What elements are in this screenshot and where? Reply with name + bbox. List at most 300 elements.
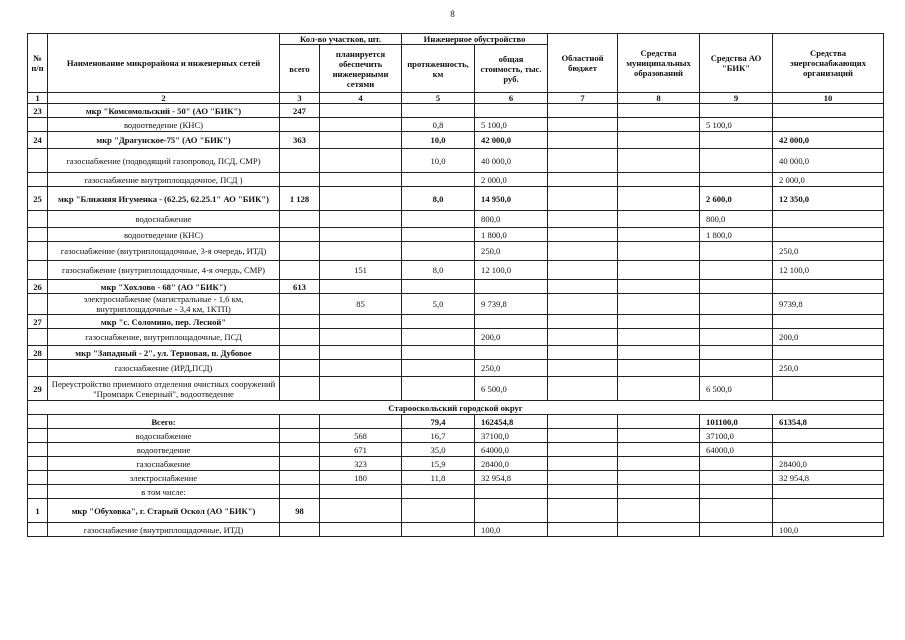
cell-total — [280, 485, 320, 499]
cell-municipal — [618, 360, 700, 377]
cell-regional — [548, 523, 618, 537]
row-name: мкр "Драгунское-75" (АО "БИК") — [48, 132, 280, 149]
cell-municipal — [618, 132, 700, 149]
cell-energy — [773, 315, 884, 329]
cell-energy — [773, 228, 884, 242]
cell-length — [402, 242, 475, 261]
cell-cost: 250,0 — [475, 242, 548, 261]
column-number: 4 — [320, 93, 402, 104]
cell-total — [280, 377, 320, 401]
row-number — [28, 329, 48, 346]
row-number — [28, 294, 48, 315]
row-number — [28, 173, 48, 187]
cell-regional — [548, 242, 618, 261]
cell-length: 8,0 — [402, 187, 475, 211]
cell-planned — [320, 315, 402, 329]
row-number — [28, 360, 48, 377]
row-name: Всего: — [48, 415, 280, 429]
table-row — [28, 173, 884, 187]
cell-municipal — [618, 261, 700, 280]
cell-cost — [475, 485, 548, 499]
cell-cost: 250,0 — [475, 360, 548, 377]
row-number — [28, 242, 48, 261]
row-name: газоснабжение — [48, 457, 280, 471]
row-name: газоснабжение (внутриплощадочные, 4-я очердь, СМР) — [48, 261, 280, 280]
cell-energy — [773, 118, 884, 132]
cell-energy — [773, 104, 884, 118]
cell-bik: 1 800,0 — [700, 228, 773, 242]
cell-municipal — [618, 228, 700, 242]
cell-energy: 200,0 — [773, 329, 884, 346]
cell-bik: 64000,0 — [700, 443, 773, 457]
cell-municipal — [618, 471, 700, 485]
cell-total — [280, 360, 320, 377]
cell-energy — [773, 429, 884, 443]
cell-cost: 9 739,8 — [475, 294, 548, 315]
column-number: 5 — [402, 93, 475, 104]
cell-regional — [548, 261, 618, 280]
cell-planned — [320, 485, 402, 499]
row-name: газоснабжение, внутриплощадочные, ПСД — [48, 329, 280, 346]
cell-total — [280, 415, 320, 429]
cell-planned — [320, 377, 402, 401]
cell-regional — [548, 499, 618, 523]
row-name: мкр "Западный - 2", ул. Терновая, п. Дубовое — [48, 346, 280, 360]
cell-total — [280, 443, 320, 457]
column-number: 9 — [700, 93, 773, 104]
row-number: 28 — [28, 346, 48, 360]
cell-total — [280, 242, 320, 261]
cell-cost: 800,0 — [475, 211, 548, 228]
cell-cost: 162454,8 — [475, 415, 548, 429]
cell-total: 247 — [280, 104, 320, 118]
row-name: мкр "с. Соломино, пер. Лесной" — [48, 315, 280, 329]
cell-length — [402, 315, 475, 329]
header-length: протяженность, км — [402, 45, 475, 93]
cell-total — [280, 173, 320, 187]
cell-regional — [548, 471, 618, 485]
row-number: 26 — [28, 280, 48, 294]
cell-planned — [320, 211, 402, 228]
cell-regional — [548, 228, 618, 242]
cell-regional — [548, 415, 618, 429]
table-row — [28, 211, 884, 228]
cell-regional — [548, 187, 618, 211]
cell-planned — [320, 104, 402, 118]
cell-municipal — [618, 149, 700, 173]
cell-municipal — [618, 280, 700, 294]
row-number — [28, 415, 48, 429]
row-number — [28, 443, 48, 457]
cell-energy: 12 350,0 — [773, 187, 884, 211]
cell-regional — [548, 173, 618, 187]
cell-total — [280, 294, 320, 315]
cell-energy: 12 100,0 — [773, 261, 884, 280]
cell-cost — [475, 499, 548, 523]
table-row — [28, 457, 884, 471]
table-row — [28, 149, 884, 173]
cell-planned — [320, 132, 402, 149]
cell-municipal — [618, 187, 700, 211]
row-number: 23 — [28, 104, 48, 118]
column-number: 6 — [475, 93, 548, 104]
row-number: 24 — [28, 132, 48, 149]
table-row — [28, 523, 884, 537]
row-name: в том числе: — [48, 485, 280, 499]
cell-regional — [548, 132, 618, 149]
cell-length — [402, 377, 475, 401]
column-number: 2 — [48, 93, 280, 104]
cell-energy: 2 000,0 — [773, 173, 884, 187]
cell-bik: 6 500,0 — [700, 377, 773, 401]
cell-regional — [548, 429, 618, 443]
cell-total — [280, 118, 320, 132]
table-row — [28, 242, 884, 261]
cell-planned — [320, 329, 402, 346]
cell-total — [280, 346, 320, 360]
table-row — [28, 228, 884, 242]
cell-energy — [773, 211, 884, 228]
row-number — [28, 118, 48, 132]
cell-cost: 42 000,0 — [475, 132, 548, 149]
header-name: Наименование микрорайона и инженерных сетей — [48, 34, 280, 93]
row-number: 29 — [28, 377, 48, 401]
cell-regional — [548, 329, 618, 346]
cell-regional — [548, 360, 618, 377]
header-cost: общая стоимость, тыс. руб. — [475, 45, 548, 93]
cell-bik — [700, 485, 773, 499]
cell-planned: 85 — [320, 294, 402, 315]
cell-bik — [700, 132, 773, 149]
cell-regional — [548, 346, 618, 360]
cell-municipal — [618, 329, 700, 346]
table-row — [28, 443, 884, 457]
row-name: газоснабжение (ИРД,ПСД) — [48, 360, 280, 377]
cell-cost: 12 100,0 — [475, 261, 548, 280]
column-number: 8 — [618, 93, 700, 104]
cell-bik — [700, 294, 773, 315]
cell-bik — [700, 471, 773, 485]
cell-municipal — [618, 443, 700, 457]
table-row — [28, 485, 884, 499]
cell-bik — [700, 149, 773, 173]
cell-cost: 14 950,0 — [475, 187, 548, 211]
cell-energy — [773, 499, 884, 523]
cell-cost: 5 100,0 — [475, 118, 548, 132]
cell-energy: 28400,0 — [773, 457, 884, 471]
cell-municipal — [618, 118, 700, 132]
column-number: 3 — [280, 93, 320, 104]
cell-cost — [475, 346, 548, 360]
cell-planned — [320, 499, 402, 523]
cell-municipal — [618, 242, 700, 261]
header-group-infra: Инженерное обустройство — [402, 34, 548, 45]
cell-cost: 37100,0 — [475, 429, 548, 443]
cell-cost: 28400,0 — [475, 457, 548, 471]
row-name: мкр "Хохлово - 68" (АО "БИК") — [48, 280, 280, 294]
cell-planned — [320, 346, 402, 360]
cell-length: 11,8 — [402, 471, 475, 485]
cell-planned — [320, 118, 402, 132]
cell-cost: 100,0 — [475, 523, 548, 537]
cell-total — [280, 329, 320, 346]
header-group-plots: Кол-во участков, шт. — [280, 34, 402, 45]
cell-length — [402, 346, 475, 360]
cell-bik — [700, 346, 773, 360]
cell-total — [280, 228, 320, 242]
row-number: 25 — [28, 187, 48, 211]
row-name: водоснабжение — [48, 211, 280, 228]
table-row — [28, 280, 884, 294]
cell-planned — [320, 242, 402, 261]
cell-energy — [773, 280, 884, 294]
row-name: газоснабжение (подводящий газопровод, ПСД, СМР) — [48, 149, 280, 173]
cell-total: 1 128 — [280, 187, 320, 211]
cell-cost — [475, 280, 548, 294]
table-row — [28, 471, 884, 485]
header-planned: планируется обеспечить инженерными сетями — [320, 45, 402, 93]
cell-energy: 250,0 — [773, 242, 884, 261]
cell-bik: 5 100,0 — [700, 118, 773, 132]
cell-municipal — [618, 415, 700, 429]
cell-energy: 61354,8 — [773, 415, 884, 429]
cell-total — [280, 211, 320, 228]
cell-length — [402, 280, 475, 294]
cell-length — [402, 228, 475, 242]
row-number: 27 — [28, 315, 48, 329]
table-row — [28, 499, 884, 523]
row-number — [28, 211, 48, 228]
cell-cost — [475, 104, 548, 118]
row-name: водоотведение (КНС) — [48, 118, 280, 132]
cell-cost: 32 954,8 — [475, 471, 548, 485]
cell-regional — [548, 377, 618, 401]
table-row — [28, 360, 884, 377]
header-total: всего — [280, 45, 320, 93]
cell-length — [402, 485, 475, 499]
cell-total — [280, 457, 320, 471]
cell-energy: 100,0 — [773, 523, 884, 537]
row-number — [28, 429, 48, 443]
cell-length: 10,0 — [402, 149, 475, 173]
cell-regional — [548, 211, 618, 228]
cell-municipal — [618, 523, 700, 537]
cell-bik — [700, 523, 773, 537]
cell-energy: 32 954,8 — [773, 471, 884, 485]
row-name: электроснабжение — [48, 471, 280, 485]
cell-municipal — [618, 429, 700, 443]
cell-bik — [700, 261, 773, 280]
cell-energy — [773, 346, 884, 360]
cell-cost — [475, 315, 548, 329]
cell-municipal — [618, 499, 700, 523]
cell-bik: 101100,0 — [700, 415, 773, 429]
cell-planned: 671 — [320, 443, 402, 457]
cell-length: 10,0 — [402, 132, 475, 149]
row-name: мкр "Обуховка", г. Старый Оскол (АО "БИК") — [48, 499, 280, 523]
table-row — [28, 329, 884, 346]
cell-length: 35,0 — [402, 443, 475, 457]
cell-regional — [548, 294, 618, 315]
column-number: 10 — [773, 93, 884, 104]
row-name: водоотведение (КНС) — [48, 228, 280, 242]
cell-length: 15,9 — [402, 457, 475, 471]
header-energy: Средства энергоснабжающих организаций — [773, 34, 884, 93]
cell-municipal — [618, 315, 700, 329]
cell-total: 363 — [280, 132, 320, 149]
cell-planned — [320, 280, 402, 294]
row-number — [28, 471, 48, 485]
cell-energy — [773, 485, 884, 499]
cell-municipal — [618, 377, 700, 401]
cell-length — [402, 499, 475, 523]
row-name: водоснабжение — [48, 429, 280, 443]
cell-bik — [700, 329, 773, 346]
cell-municipal — [618, 104, 700, 118]
cell-bik — [700, 173, 773, 187]
cell-length: 79,4 — [402, 415, 475, 429]
cell-planned — [320, 360, 402, 377]
row-number — [28, 457, 48, 471]
cell-length — [402, 173, 475, 187]
table-row — [28, 415, 884, 429]
cell-bik — [700, 104, 773, 118]
row-number: 1 — [28, 499, 48, 523]
cell-bik — [700, 360, 773, 377]
cell-regional — [548, 104, 618, 118]
table-row — [28, 118, 884, 132]
cell-energy: 250,0 — [773, 360, 884, 377]
column-number: 1 — [28, 93, 48, 104]
cell-regional — [548, 443, 618, 457]
cell-planned — [320, 228, 402, 242]
cell-total: 98 — [280, 499, 320, 523]
infrastructure-table — [27, 33, 884, 537]
cell-bik: 2 600,0 — [700, 187, 773, 211]
cell-cost: 1 800,0 — [475, 228, 548, 242]
cell-planned: 323 — [320, 457, 402, 471]
header-bik: Средства АО "БИК" — [700, 34, 773, 93]
table-row — [28, 132, 884, 149]
cell-cost: 64000,0 — [475, 443, 548, 457]
section-title: Старооскольский городской округ — [28, 401, 884, 415]
cell-bik — [700, 315, 773, 329]
cell-length: 0,8 — [402, 118, 475, 132]
row-name: мкр "Комсомольский - 50" (АО "БИК") — [48, 104, 280, 118]
cell-length — [402, 329, 475, 346]
cell-bik — [700, 280, 773, 294]
cell-bik: 37100,0 — [700, 429, 773, 443]
cell-cost: 2 000,0 — [475, 173, 548, 187]
row-name: электроснабжение (магистральные - 1,6 км, внутриплощадочные - 3,4 км, 1КТП) — [48, 294, 280, 315]
cell-planned — [320, 415, 402, 429]
cell-planned — [320, 149, 402, 173]
cell-planned — [320, 187, 402, 211]
cell-bik: 800,0 — [700, 211, 773, 228]
cell-length — [402, 211, 475, 228]
cell-bik — [700, 242, 773, 261]
cell-planned: 180 — [320, 471, 402, 485]
cell-total: 613 — [280, 280, 320, 294]
cell-regional — [548, 457, 618, 471]
cell-cost: 40 000,0 — [475, 149, 548, 173]
row-name: Переустройство приемного отделения очистных сооружений "Промпарк Северный", водоотведение — [48, 377, 280, 401]
row-number — [28, 261, 48, 280]
cell-municipal — [618, 294, 700, 315]
cell-regional — [548, 485, 618, 499]
cell-municipal — [618, 173, 700, 187]
cell-total — [280, 261, 320, 280]
cell-length — [402, 104, 475, 118]
header-no: № п/п — [28, 34, 48, 93]
cell-municipal — [618, 485, 700, 499]
cell-planned: 151 — [320, 261, 402, 280]
table-row — [28, 187, 884, 211]
cell-cost: 200,0 — [475, 329, 548, 346]
cell-planned — [320, 173, 402, 187]
table-row — [28, 346, 884, 360]
row-name: водоотведение — [48, 443, 280, 457]
cell-regional — [548, 315, 618, 329]
column-number: 7 — [548, 93, 618, 104]
cell-total — [280, 471, 320, 485]
cell-length — [402, 523, 475, 537]
cell-regional — [548, 118, 618, 132]
cell-municipal — [618, 346, 700, 360]
row-number — [28, 485, 48, 499]
cell-municipal — [618, 457, 700, 471]
row-number — [28, 228, 48, 242]
cell-planned: 568 — [320, 429, 402, 443]
column-numbers-row — [28, 93, 884, 104]
cell-regional — [548, 280, 618, 294]
table-row — [28, 429, 884, 443]
cell-municipal — [618, 211, 700, 228]
cell-energy — [773, 377, 884, 401]
header-regional: Областной бюджет — [548, 34, 618, 93]
cell-energy: 9739,8 — [773, 294, 884, 315]
row-number — [28, 523, 48, 537]
cell-energy: 40 000,0 — [773, 149, 884, 173]
row-name: газоснабжение (внутриплощадочные, 3-я очередь, ИТД) — [48, 242, 280, 261]
header-municipal: Средства муниципальных образований — [618, 34, 700, 93]
cell-bik — [700, 457, 773, 471]
table-row — [28, 294, 884, 315]
cell-total — [280, 523, 320, 537]
row-number — [28, 149, 48, 173]
cell-regional — [548, 149, 618, 173]
page-number: 8 — [450, 9, 455, 19]
section-row — [28, 401, 884, 415]
table-row — [28, 315, 884, 329]
cell-length — [402, 360, 475, 377]
cell-energy — [773, 443, 884, 457]
cell-total — [280, 149, 320, 173]
table-row — [28, 377, 884, 401]
table-row — [28, 104, 884, 118]
row-name: мкр "Ближняя Игуменка - (62.25, 62.25.1" АО "БИК") — [48, 187, 280, 211]
row-name: газоснабжение внутриплощадочное, ПСД ) — [48, 173, 280, 187]
cell-total — [280, 315, 320, 329]
cell-bik — [700, 499, 773, 523]
cell-length: 8,0 — [402, 261, 475, 280]
table-row — [28, 261, 884, 280]
cell-planned — [320, 523, 402, 537]
cell-length: 5,0 — [402, 294, 475, 315]
cell-cost: 6 500,0 — [475, 377, 548, 401]
cell-length: 16,7 — [402, 429, 475, 443]
row-name: газоснабжение (внутриплощадочные, ИТД) — [48, 523, 280, 537]
